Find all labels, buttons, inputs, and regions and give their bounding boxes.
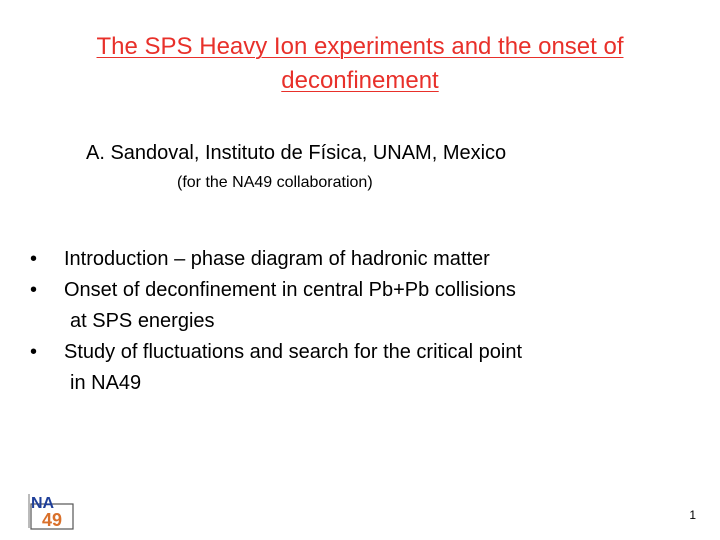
na49-logo-icon	[28, 492, 74, 530]
bullet-item-fluctuations	[30, 337, 690, 399]
page-number: 1	[689, 508, 696, 522]
bullet-text: Study of fluctuations and search for the critical point	[64, 341, 523, 363]
bullet-icon: •	[30, 279, 38, 301]
bullet-icon: •	[30, 341, 38, 363]
bullet-text: Onset of deconfinement in central Pb+Pb collisions	[64, 279, 516, 301]
slide-title-line-1: The SPS Heavy Ion experiments and the onset of	[96, 33, 624, 60]
bullet-list	[30, 244, 690, 399]
slide-title	[40, 30, 680, 98]
collaboration-note: (for the NA49 collaboration)	[177, 174, 373, 191]
logo-bottom-text: 49	[42, 510, 63, 530]
bullet-item-onset	[30, 275, 690, 337]
author-affiliation: A. Sandoval, Instituto de Física, UNAM, Mexico	[86, 142, 507, 164]
bullet-item-introduction	[30, 244, 690, 275]
bullet-text: Introduction – phase diagram of hadronic matter	[64, 248, 490, 270]
bullet-text-continuation: at SPS energies	[70, 310, 215, 332]
slide-title-line-2: deconfinement	[281, 67, 439, 94]
bullet-text-continuation: in NA49	[70, 372, 142, 394]
bullet-icon: •	[30, 248, 38, 270]
logo-top-text: NA	[31, 495, 55, 512]
